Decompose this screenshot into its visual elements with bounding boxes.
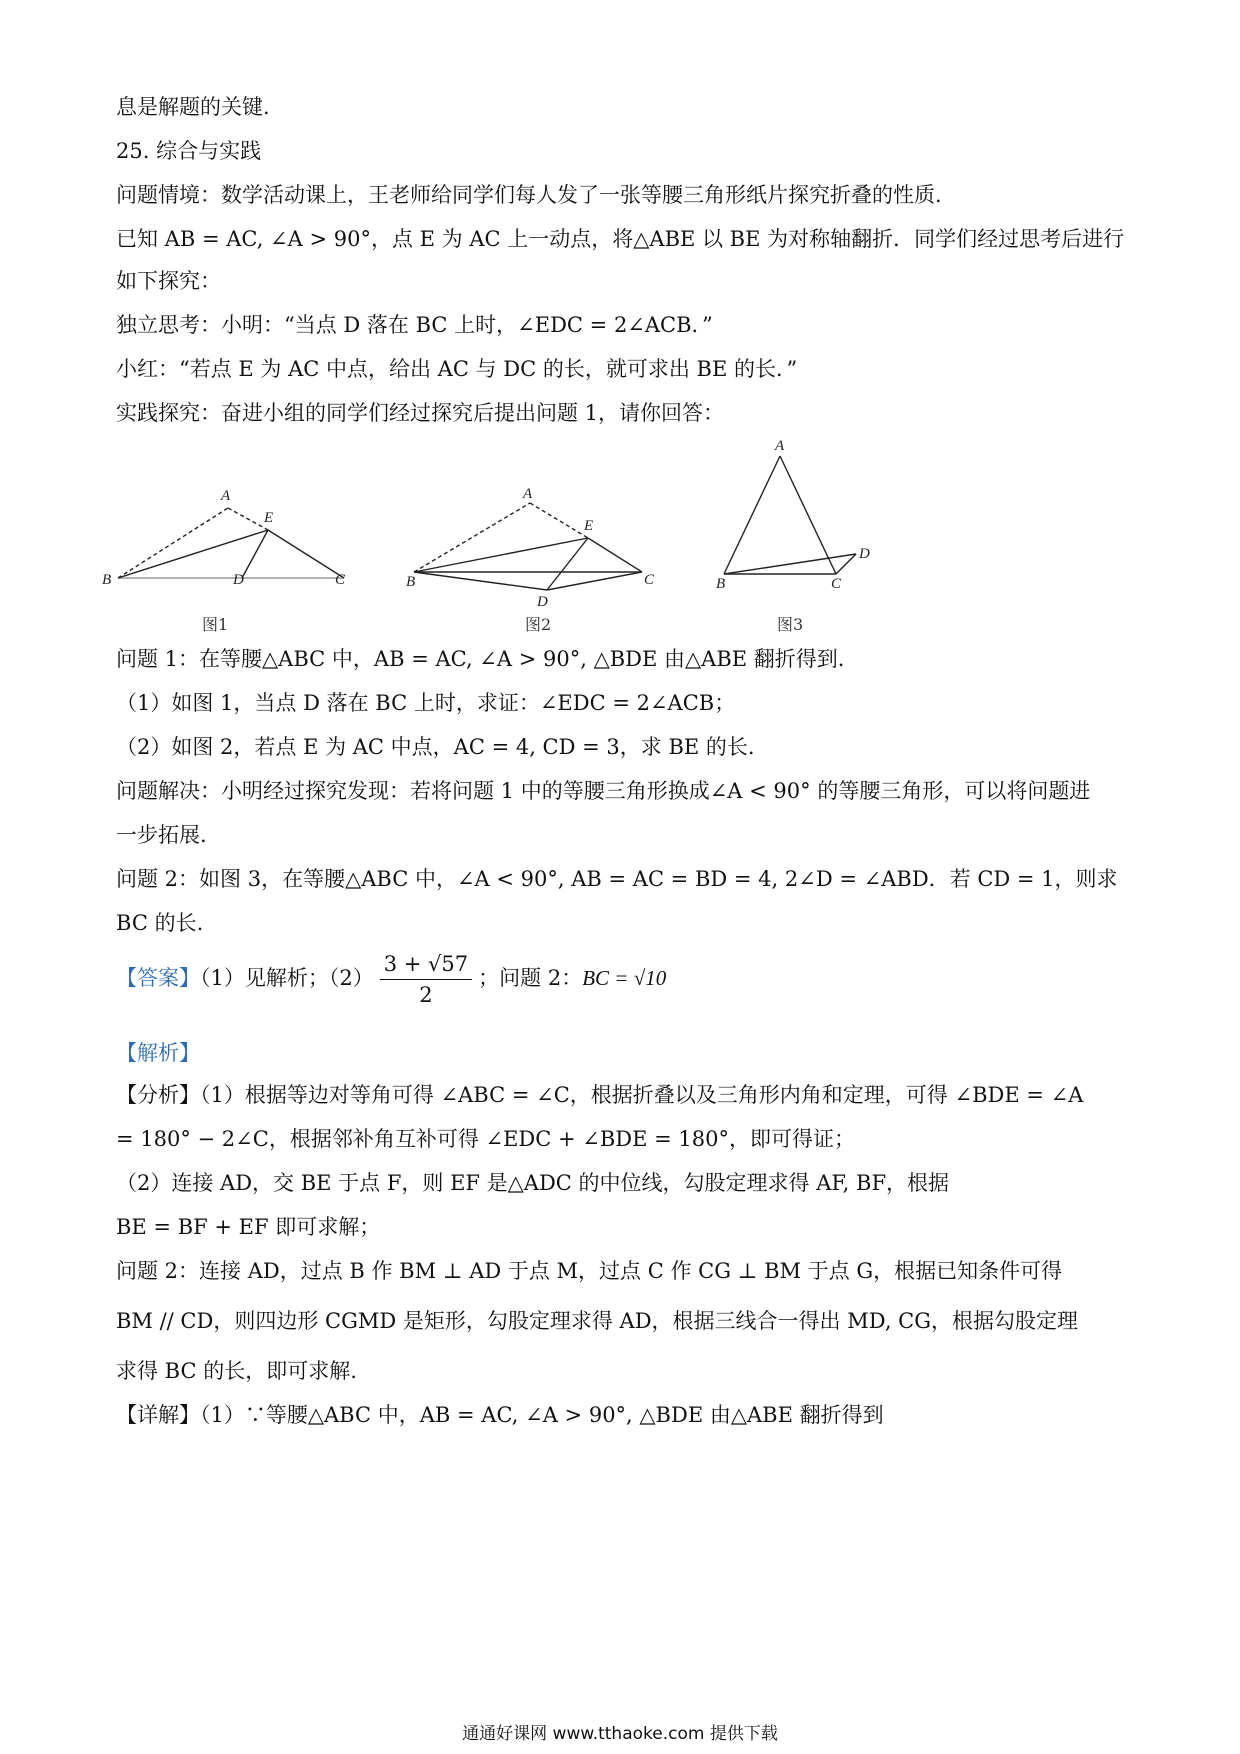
fig2-segment-bd [414,572,547,590]
text-line: 独立思考：小明：“当点 D 落在 BC 上时，∠EDC = 2∠ACB．” [116,313,713,337]
geometry-figures [100,438,1000,718]
fig1-label-b: B [102,572,112,588]
fig3-label-a: A [775,438,785,454]
answer-tag: 【答案】 [116,966,200,990]
fig1-segment-ae [228,508,268,530]
figure-2 [414,503,642,590]
text-line: BC 的长. [116,911,204,935]
fig2-caption: 图2 [525,615,552,634]
fig2-segment-ba [414,503,530,572]
text-line: BE = BF + EF 即可求解； [116,1215,381,1239]
fig2-segment-ae [530,503,588,538]
fig2-segment-dc [547,572,642,590]
fig1-label-e: E [264,510,274,526]
fig3-label-c: C [831,576,842,592]
text-line: = 180° − 2∠C，根据邻补角互补可得 ∠EDC + ∠BDE = 180°，即可得证； [116,1127,855,1151]
fraction-numerator: 3 + √57 [380,949,472,980]
fig1-label-c: C [335,572,346,588]
fig2-label-e: E [584,518,594,534]
text-line: 如下探究： [116,269,221,293]
fig1-caption: 图1 [202,615,229,634]
text-line: BM // CD，则四边形 CGMD 是矩形，勾股定理求得 AD，根据三线合一得出 MD, CG，根据勾股定理 [116,1309,1079,1333]
text-line: 问题解决：小明经过探究发现：若将问题 1 中的等腰三角形换成∠A < 90° 的等腰三角形，可以将问题进 [116,779,1091,803]
text-line: 已知 AB = AC, ∠A > 90°，点 E 为 AC 上一动点，将△ABE 以 BE 为对称轴翻折．同学们经过思考后进行 [116,227,1125,251]
text-line: （2）连接 AD，交 BE 于点 F，则 EF 是△ADC 的中位线，勾股定理求得 AF, BF，根据 [116,1171,950,1195]
fig1-segment-ba [118,508,228,578]
text-line: 实践探究：奋进小组的同学们经过探究后提出问题 1，请你回答： [116,401,725,425]
text-line: （2）如图 2，若点 E 为 AC 中点，AC = 4, CD = 3，求 BE 的长. [116,735,755,759]
text-line: 求得 BC 的长，即可求解. [116,1359,357,1383]
analysis-heading: 【解析】 [116,1041,200,1065]
text-line: 问题情境：数学活动课上，王老师给同学们每人发了一张等腰三角形纸片探究折叠的性质. [116,183,942,207]
text-line: （1）如图 1，当点 D 落在 BC 上时，求证：∠EDC = 2∠ACB； [116,691,736,715]
fig3-segment-bd [724,554,856,574]
fig3-label-b: B [716,576,726,592]
text-line: 问题 2：连接 AD，过点 B 作 BM ⊥ AD 于点 M，过点 C 作 CG ⊥ BM 于点 G，根据已知条件可得 [116,1259,1063,1283]
answer-part2: ；问题 2： [478,966,583,990]
fig2-label-b: B [406,574,416,590]
page-footer: 通通好课网 www.tthaoke.com 提供下载 [462,1724,778,1744]
text-line: 一步拓展. [116,823,207,847]
fig2-segment-de [547,538,588,590]
fig2-label-a: A [523,486,533,502]
question-heading: 25. 综合与实践 [116,139,262,163]
answer-part1: （1）见解析；（2） [200,966,374,990]
fig2-segment-be [414,538,588,572]
fig2-segment-ec [588,538,642,572]
fig3-caption: 图3 [777,615,804,634]
fig2-label-d: D [537,594,548,610]
text-line: 问题 2：如图 3，在等腰△ABC 中，∠A < 90°, AB = AC = BD = 4, 2∠D = ∠ABD．若 CD = 1，则求 [116,867,1118,891]
text-line: 【详解】（1）∵等腰△ABC 中，AB = AC, ∠A > 90°, △BDE 由△ABE 翻折得到 [116,1403,884,1427]
fig1-label-a: A [221,488,231,504]
answer-fraction [380,949,472,1010]
fig3-segment-ab [724,456,780,574]
answer-line [116,948,666,1010]
text-line: 息是解题的关键. [116,95,270,119]
figure-1 [118,508,344,578]
fig2-label-c: C [644,572,655,588]
text-line: 小红：“若点 E 为 AC 中点，给出 AC 与 DC 的长，就可求出 BE 的长．” [116,357,798,381]
figure-3 [724,456,856,574]
text-line: 【分析】（1）根据等边对等角可得 ∠ABC = ∠C，根据折叠以及三角形内角和定理，可得 ∠BDE = ∠A [116,1083,1084,1107]
fig1-label-d: D [233,572,244,588]
fig3-label-d: D [859,546,870,562]
text-line: 问题 1：在等腰△ABC 中，AB = AC, ∠A > 90°, △BDE 由△ABE 翻折得到. [116,647,845,671]
fig3-segment-ac [780,456,836,574]
fraction-denominator: 2 [419,983,433,1007]
fig1-segment-ec [268,530,344,578]
answer-result: BC = √10 [582,966,667,990]
